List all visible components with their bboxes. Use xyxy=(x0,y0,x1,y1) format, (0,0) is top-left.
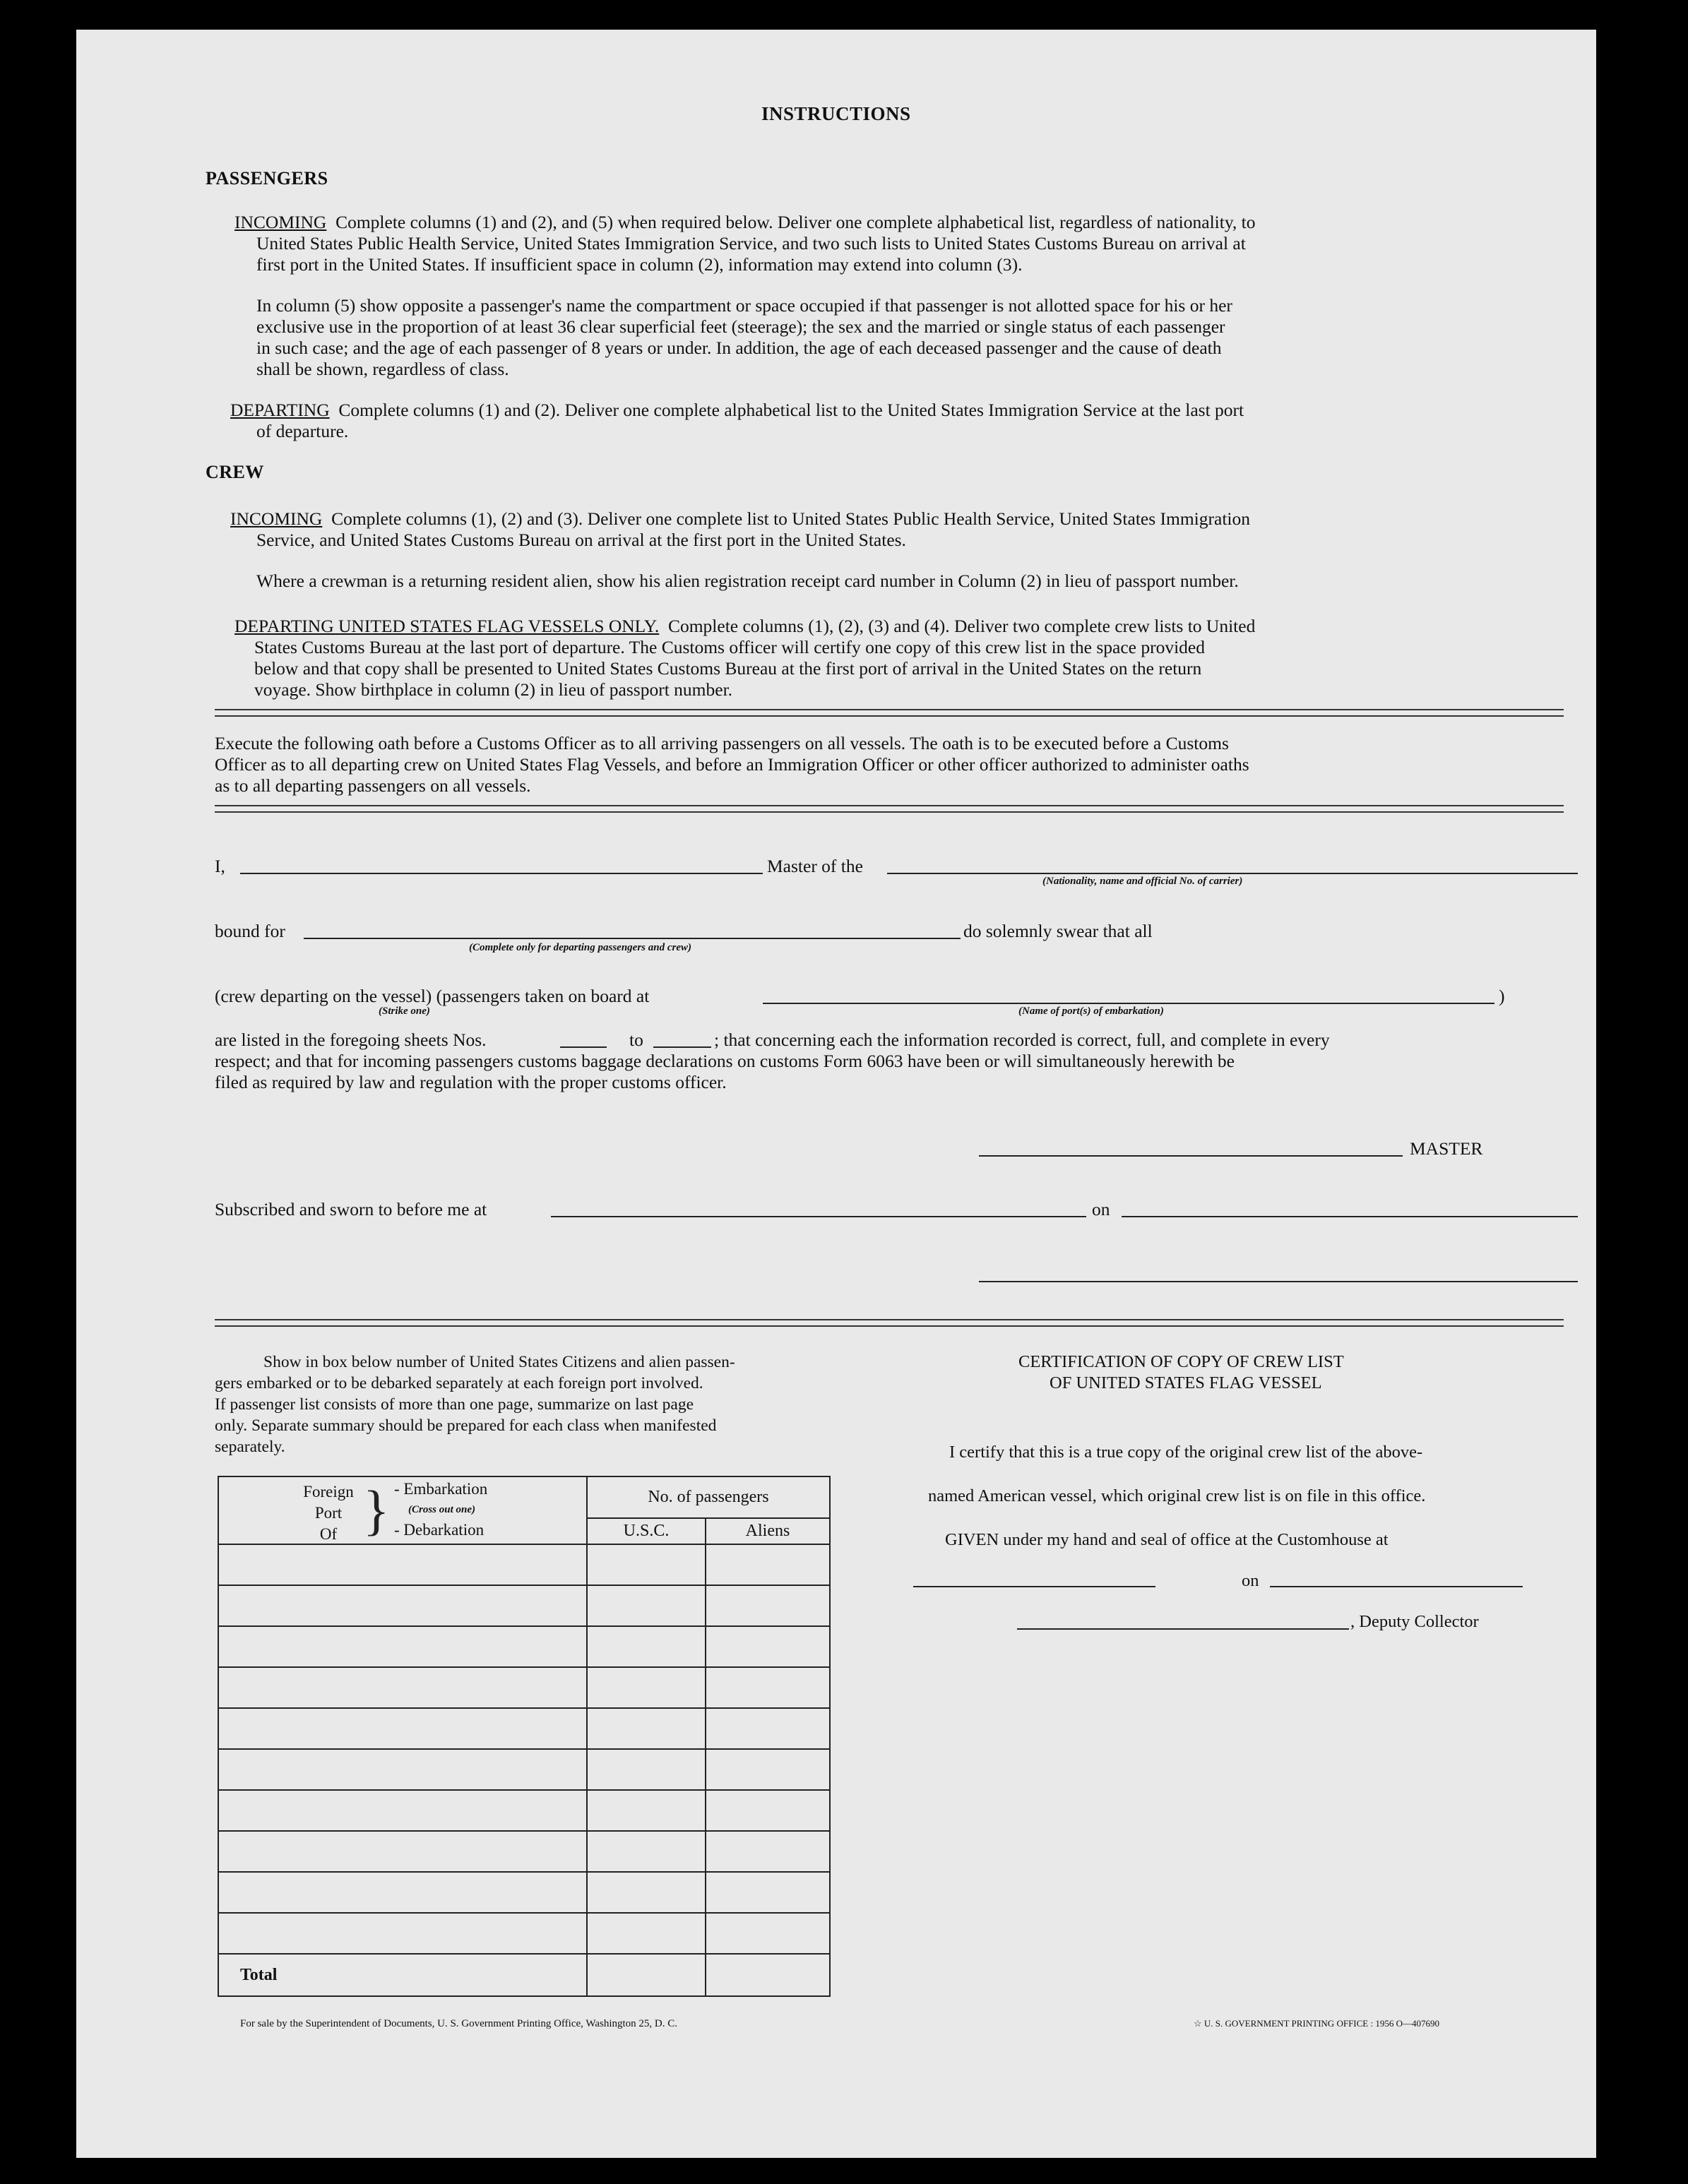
carrier-field[interactable] xyxy=(887,873,1578,874)
passengers-incoming-line-3: first port in the United States. If insufficient space in column (2), information may extend into column (3). xyxy=(256,254,1023,275)
customhouse-field[interactable] xyxy=(913,1586,1155,1587)
swear-label: do solemnly swear that all xyxy=(963,921,1153,941)
usc-header: U.S.C. xyxy=(587,1518,706,1544)
port-cell[interactable] xyxy=(218,1913,587,1954)
oath-line-3: filed as required by law and regulation with the proper customs officer. xyxy=(215,1072,727,1092)
usc-cell[interactable] xyxy=(587,1544,706,1585)
port-cell[interactable] xyxy=(218,1831,587,1872)
port-cell[interactable] xyxy=(218,1626,587,1667)
passengers-departing-line-2: of departure. xyxy=(256,421,349,441)
certification-title-2: OF UNITED STATES FLAG VESSEL xyxy=(1050,1373,1322,1392)
passenger-summary-table xyxy=(218,1476,831,1997)
strike-caption: (Strike one) xyxy=(379,1006,430,1017)
certify-line-1: I certify that this is a true copy of the original crew list of the above- xyxy=(949,1443,1423,1462)
crew-departing-line-1: DEPARTING UNITED STATES FLAG VESSELS ONLY. Complete columns (1), (2), (3) and (4). Deliver two complete crew lists to United xyxy=(234,616,1256,636)
master-signature-field[interactable] xyxy=(979,1155,1403,1157)
crew-passengers-label: (crew departing on the vessel) (passengers taken on board at xyxy=(215,986,650,1006)
sheet-from-field[interactable] xyxy=(560,1046,607,1048)
certify-line-2: named American vessel, which original crew list is on file in this office. xyxy=(928,1486,1426,1505)
aliens-cell[interactable] xyxy=(706,1831,830,1872)
cross-out-caption: (Cross out one) xyxy=(408,1504,476,1515)
oath-intro-line-1: Execute the following oath before a Customs Officer as to all arriving passengers on all vessels. The oath is to be executed before a Customs xyxy=(215,733,1229,753)
crew-departing-line-2: States Customs Bureau at the last port of departure. The Customs officer will certify one copy of this crew list in the space provided xyxy=(254,637,1205,657)
passengers-heading: PASSENGERS xyxy=(206,168,328,189)
sworn-date-field[interactable] xyxy=(1122,1216,1578,1217)
instructions-title: INSTRUCTIONS xyxy=(761,103,911,124)
port-cell[interactable] xyxy=(218,1585,587,1626)
embarkation-label: - Embarkation xyxy=(394,1480,488,1498)
listed-label: are listed in the foregoing sheets Nos. xyxy=(215,1030,487,1050)
bound-caption: (Complete only for departing passengers and crew) xyxy=(469,942,691,953)
cert-on-label: on xyxy=(1242,1571,1259,1590)
aliens-cell[interactable] xyxy=(706,1667,830,1708)
master-label: MASTER xyxy=(1410,1138,1483,1159)
passengers-incoming-label: INCOMING xyxy=(234,212,327,232)
master-name-field[interactable] xyxy=(240,873,763,874)
port-cell[interactable] xyxy=(218,1667,587,1708)
form-page xyxy=(76,30,1596,2158)
usc-cell[interactable] xyxy=(587,1708,706,1749)
sworn-on-label: on xyxy=(1092,1199,1110,1219)
brace-icon: } xyxy=(363,1479,390,1541)
aliens-cell[interactable] xyxy=(706,1872,830,1913)
bound-for-label: bound for xyxy=(215,921,285,941)
port-cell[interactable] xyxy=(218,1790,587,1831)
footer-right: ☆ U. S. GOVERNMENT PRINTING OFFICE : 1956 O—407690 xyxy=(1194,2018,1439,2029)
listed-rest: ; that concerning each the information recorded is correct, full, and complete in every xyxy=(714,1030,1330,1050)
summary-intro-line-1: Show in box below number of United States Citizens and alien passen- xyxy=(263,1353,735,1371)
aliens-cell[interactable] xyxy=(706,1708,830,1749)
port-cell[interactable] xyxy=(218,1872,587,1913)
total-label: Total xyxy=(218,1954,587,1996)
oath-i-label: I, xyxy=(215,856,225,876)
sworn-place-field[interactable] xyxy=(551,1216,1086,1217)
footer-left: For sale by the Superintendent of Documents, U. S. Government Printing Office, Washington 25, D. C. xyxy=(240,2018,677,2029)
subscribed-label: Subscribed and sworn to before me at xyxy=(215,1199,487,1219)
port-cell[interactable] xyxy=(218,1708,587,1749)
summary-intro-line-5: separately. xyxy=(215,1438,285,1456)
embarkation-ports-field[interactable] xyxy=(763,1003,1494,1004)
sheet-to-field[interactable] xyxy=(653,1046,711,1048)
aliens-cell[interactable] xyxy=(706,1913,830,1954)
deputy-signature-field[interactable] xyxy=(1017,1628,1349,1630)
no-passengers-header: No. of passengers xyxy=(587,1476,830,1518)
debarkation-label: - Debarkation xyxy=(394,1521,485,1539)
usc-cell[interactable] xyxy=(587,1790,706,1831)
column5-line-1: In column (5) show opposite a passenger's name the compartment or space occupied if that passenger is not allotted space for his or her xyxy=(256,295,1232,316)
crew-departing-line-4: voyage. Show birthplace in column (2) in lieu of passport number. xyxy=(254,679,733,700)
usc-cell[interactable] xyxy=(587,1913,706,1954)
crew-incoming-label: INCOMING xyxy=(230,508,323,529)
usc-cell[interactable] xyxy=(587,1626,706,1667)
passengers-departing-line-1: DEPARTING Complete columns (1) and (2). Deliver one complete alphabetical list to the United States Immigration Service at the last port xyxy=(230,400,1244,420)
crew-incoming-line-2: Service, and United States Customs Bureau on arrival at the first port in the United States. xyxy=(256,530,906,550)
given-line: GIVEN under my hand and seal of office at the Customhouse at xyxy=(945,1530,1389,1549)
usc-cell[interactable] xyxy=(587,1831,706,1872)
passengers-departing-label: DEPARTING xyxy=(230,400,330,420)
summary-intro-line-3: If passenger list consists of more than one page, summarize on last page xyxy=(215,1395,694,1414)
crew-resident-line: Where a crewman is a returning resident alien, show his alien registration receipt card number in Column (2) in lieu of passport number. xyxy=(256,571,1239,591)
aliens-cell[interactable] xyxy=(706,1790,830,1831)
oath-line-2: respect; and that for incoming passengers customs baggage declarations on customs Form 6063 have been or will simultaneously herewith be xyxy=(215,1051,1235,1071)
usc-cell[interactable] xyxy=(587,1667,706,1708)
cert-date-field[interactable] xyxy=(1270,1586,1523,1587)
port-cell[interactable] xyxy=(218,1544,587,1585)
passengers-incoming-line-1: INCOMING Complete columns (1) and (2), and (5) when required below. Deliver one complete alphabetical list, regardless of nationality, to xyxy=(234,212,1256,232)
aliens-cell[interactable] xyxy=(706,1749,830,1790)
master-of-label: Master of the xyxy=(767,856,863,876)
aliens-cell[interactable] xyxy=(706,1585,830,1626)
divider xyxy=(215,1319,1564,1327)
aliens-cell[interactable] xyxy=(706,1544,830,1585)
oath-intro-line-2: Officer as to all departing crew on United States Flag Vessels, and before an Immigration Officer or other officer authorized to administer oaths xyxy=(215,754,1249,775)
close-paren: ) xyxy=(1499,986,1505,1006)
carrier-caption: (Nationality, name and official No. of carrier) xyxy=(1042,876,1243,887)
port-header-cell xyxy=(218,1476,587,1544)
summary-intro-line-2: gers embarked or to be debarked separately at each foreign port involved. xyxy=(215,1374,703,1392)
of-label: Of xyxy=(319,1525,338,1543)
deputy-collector-label: , Deputy Collector xyxy=(1350,1612,1479,1631)
passengers-incoming-line-2: United States Public Health Service, United States Immigration Service, and two such lists to United States Customs Bureau on arrival at xyxy=(256,233,1246,253)
divider xyxy=(215,805,1564,813)
aliens-cell[interactable] xyxy=(706,1626,830,1667)
bound-for-field[interactable] xyxy=(304,938,961,939)
divider xyxy=(215,709,1564,717)
oath-intro-line-3: as to all departing passengers on all vessels. xyxy=(215,775,531,796)
total-aliens-cell[interactable] xyxy=(706,1954,830,1996)
column5-line-3: in such case; and the age of each passenger of 8 years or under. In addition, the age of each deceased passenger and the cause of death xyxy=(256,338,1222,358)
port-label: Port xyxy=(314,1504,343,1522)
crew-incoming-line-1: INCOMING Complete columns (1), (2) and (3). Deliver one complete list to United States Public Health Service, United States Immigration xyxy=(230,508,1250,529)
aliens-header: Aliens xyxy=(706,1518,830,1544)
usc-cell[interactable] xyxy=(587,1585,706,1626)
crew-departing-label: DEPARTING UNITED STATES FLAG VESSELS ONLY. xyxy=(234,616,660,636)
crew-heading: CREW xyxy=(206,462,264,482)
to-label: to xyxy=(629,1030,643,1050)
ports-caption: (Name of port(s) of embarkation) xyxy=(1018,1006,1164,1017)
column5-line-4: shall be shown, regardless of class. xyxy=(256,359,509,379)
certification-title-1: CERTIFICATION OF COPY OF CREW LIST xyxy=(1018,1352,1344,1371)
crew-departing-line-3: below and that copy shall be presented to United States Customs Bureau at the first port of arrival in the United States on the return xyxy=(254,658,1202,679)
summary-intro-line-4: only. Separate summary should be prepared for each class when manifested xyxy=(215,1416,717,1435)
total-usc-cell[interactable] xyxy=(587,1954,706,1996)
column5-line-2: exclusive use in the proportion of at least 36 clear superficial feet (steerage); the sex and the married or single status of each passenger xyxy=(256,316,1225,337)
usc-cell[interactable] xyxy=(587,1872,706,1913)
usc-cell[interactable] xyxy=(587,1749,706,1790)
foreign-label: Foreign xyxy=(303,1483,354,1500)
officer-signature-field[interactable] xyxy=(979,1281,1578,1282)
port-cell[interactable] xyxy=(218,1749,587,1790)
